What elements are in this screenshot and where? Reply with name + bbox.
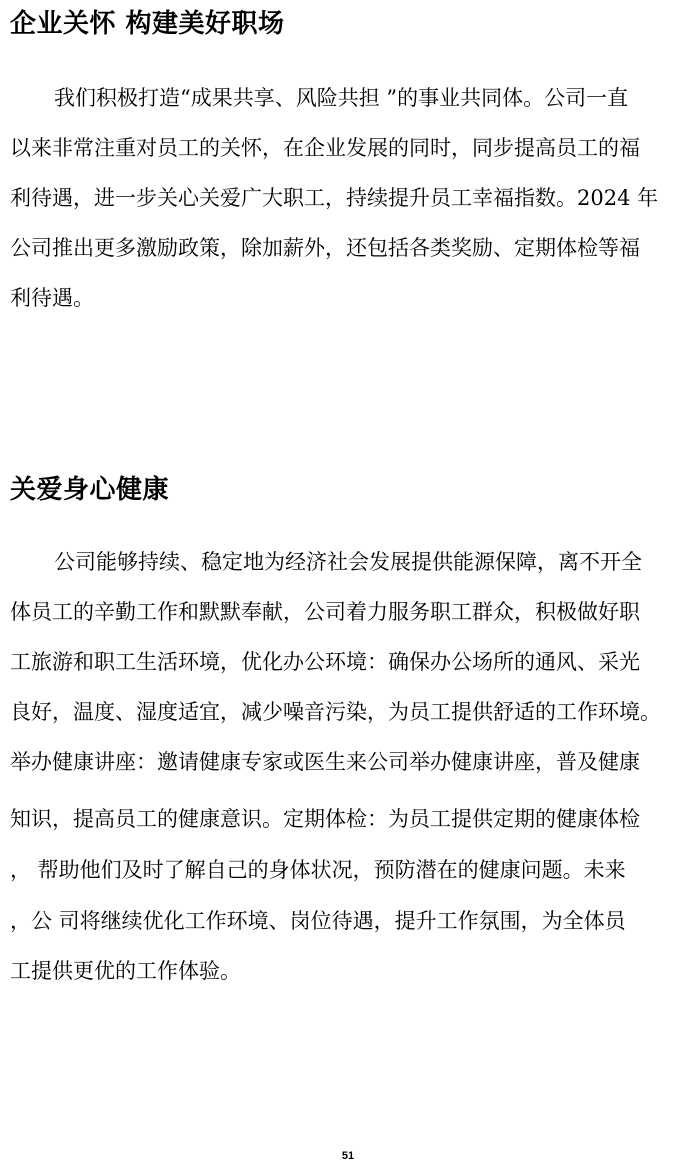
paragraph-line: 良好，温度、湿度适宜，减少噪音污染，为员工提供舒适的工作环境。 [10, 700, 661, 724]
paragraph-line: 知识，提高员工的健康意识。定期体检：为员工提供定期的健康体检 [10, 807, 640, 831]
paragraph-line: ， 帮助他们及时了解自己的身体状况，预防潜在的健康问题。未来 [10, 858, 626, 882]
section-title-corporate-care: 企业关怀 构建美好职场 [10, 9, 285, 39]
paragraph-line: 以来非常注重对员工的关怀，在企业发展的同时，同步提高员工的福 [10, 136, 640, 160]
paragraph-line: 利待遇，进一步关心关爱广大职工，持续提升员工幸福指数。2024 年 [10, 186, 659, 210]
paragraph-line: 利待遇。 [10, 286, 94, 310]
paragraph-line: 工旅游和职工生活环境，优化办公环境：确保办公场所的通风、采光 [10, 650, 640, 674]
paragraph-line: 工提供更优的工作体验。 [10, 959, 241, 983]
section-title-physical-mental-health: 关爱身心健康 [10, 475, 170, 505]
paragraph-line: 公司推出更多激励政策，除加薪外，还包括各类奖励、定期体检等福 [10, 236, 640, 260]
paragraph-line: 举办健康讲座：邀请健康专家或医生来公司举办健康讲座，普及健康 [10, 750, 640, 774]
paragraph-line: 体员工的辛勤工作和默默奉献，公司着力服务职工群众，积极做好职 [10, 600, 640, 624]
page-number: 51 [341, 1150, 355, 1162]
paragraph-line: ，公 司将继续优化工作环境、岗位待遇，提升工作氛围，为全体员 [10, 909, 626, 933]
paragraph-line: 公司能够持续、稳定地为经济社会发展提供能源保障，离不开全 [54, 550, 642, 574]
paragraph-line: 我们积极打造“成果共享、风险共担 ”的事业共同体。公司一直 [54, 86, 629, 110]
